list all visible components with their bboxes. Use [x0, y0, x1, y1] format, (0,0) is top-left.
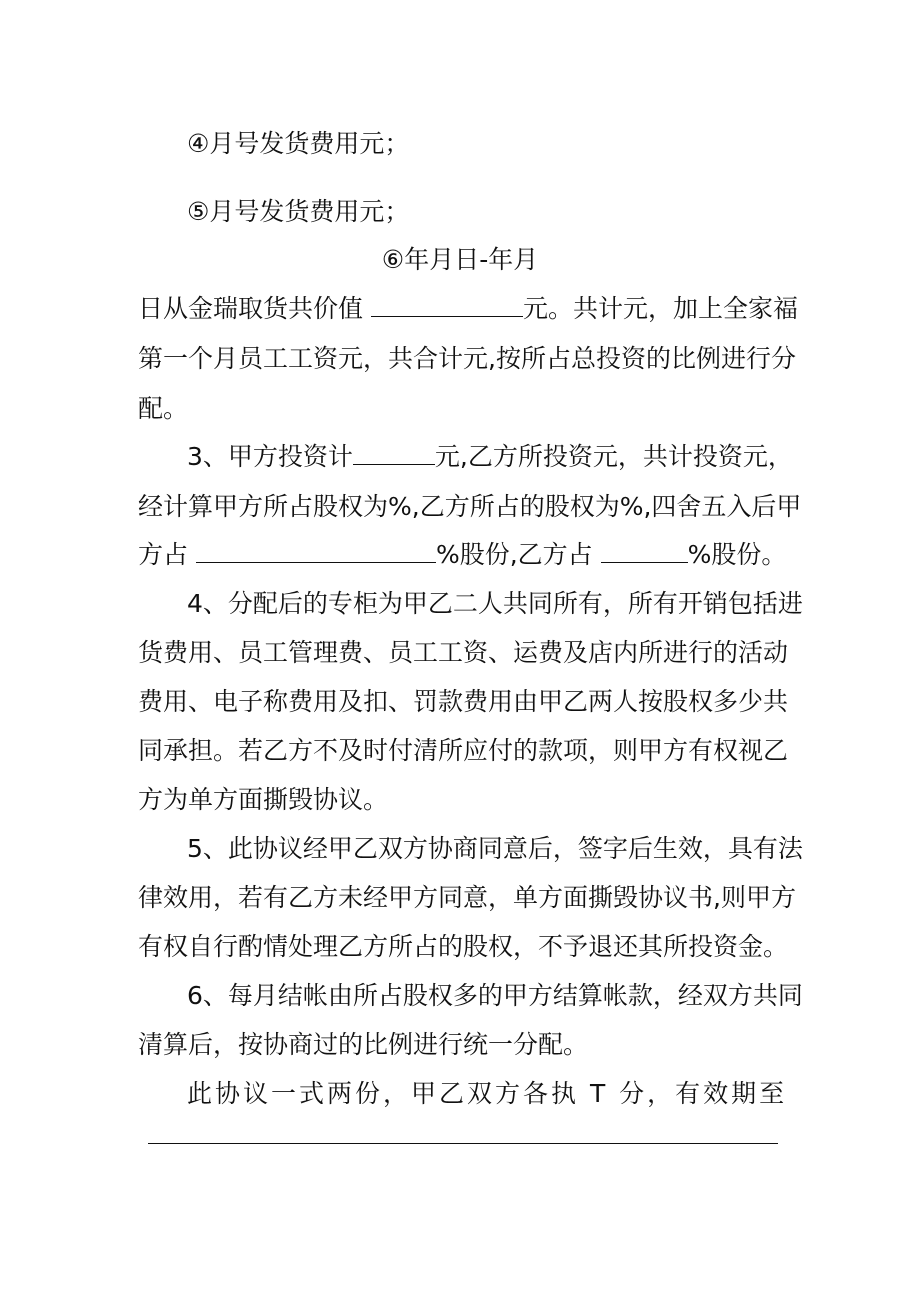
value-blank [371, 294, 523, 317]
clause-3-text-d: %股份,乙方占 [435, 540, 601, 569]
clause-3-text-c: 方占 [138, 540, 196, 569]
item-4-line: ④月号发货费用元； [187, 129, 410, 158]
value-text-after: 元。共计元，加上全家福 [522, 294, 798, 323]
investment-a-blank [353, 442, 435, 465]
clause-3-line-1 [187, 441, 837, 473]
clause-3-text-a: 3、甲方投资计 [187, 442, 353, 471]
clause-3-line-2: 经计算甲方所占股权为%,乙方所占的股权为%,四舍五入后甲 [138, 492, 802, 521]
clause-4-line-5: 方为单方面撕毁协议。 [138, 785, 389, 814]
closing-line: 此协议一式两份，甲乙双方各执 T 分，有效期至 [187, 1079, 788, 1108]
clause-5-line-3: 有权自行酌情处理乙方所占的股权，不予退还其所投资金。 [138, 932, 789, 961]
clause-4-line-3: 费用、电子称费用及扣、罚款费用由甲乙两人按股权多少共 [138, 687, 789, 716]
clause-4-line-1: 4、分配后的专柜为甲乙二人共同所有，所有开销包括进 [187, 589, 803, 618]
value-line-2: 第一个月员工工资元，共合计元,按所占总投资的比例进行分 [138, 344, 796, 373]
share-b-blank [601, 540, 688, 563]
share-a-blank [196, 540, 436, 563]
clause-3-text-b: 元,乙方所投资元，共计投资元， [434, 442, 793, 471]
value-line-1 [138, 293, 798, 325]
clause-5-line-2: 律效用，若有乙方未经甲方同意，单方面撕毁协议书,则甲方 [138, 883, 796, 912]
item-5-line: ⑤月号发货费用元； [187, 197, 410, 226]
clause-6-line-2: 清算后，按协商过的比例进行统一分配。 [138, 1030, 589, 1059]
clause-4-line-2: 货费用、员工管理费、员工工资、运费及店内所进行的活动 [138, 638, 789, 667]
clause-6-line-1: 6、每月结帐由所占股权多的甲方结算帐款，经双方共同 [187, 981, 803, 1010]
validity-blank-rule [148, 1143, 778, 1144]
item-6-line: ⑥年月日-年月 [381, 245, 539, 274]
clause-4-line-4: 同承担。若乙方不及时付清所应付的款项，则甲方有权视乙 [138, 736, 789, 765]
clause-3-text-e: %股份。 [687, 540, 787, 569]
clause-3-line-3 [138, 539, 788, 571]
value-text-before: 日从金瑞取货共价值 [138, 294, 371, 323]
value-line-3: 配。 [138, 394, 189, 423]
clause-5-line-1: 5、此协议经甲乙双方协商同意后，签字后生效，具有法 [187, 834, 803, 863]
